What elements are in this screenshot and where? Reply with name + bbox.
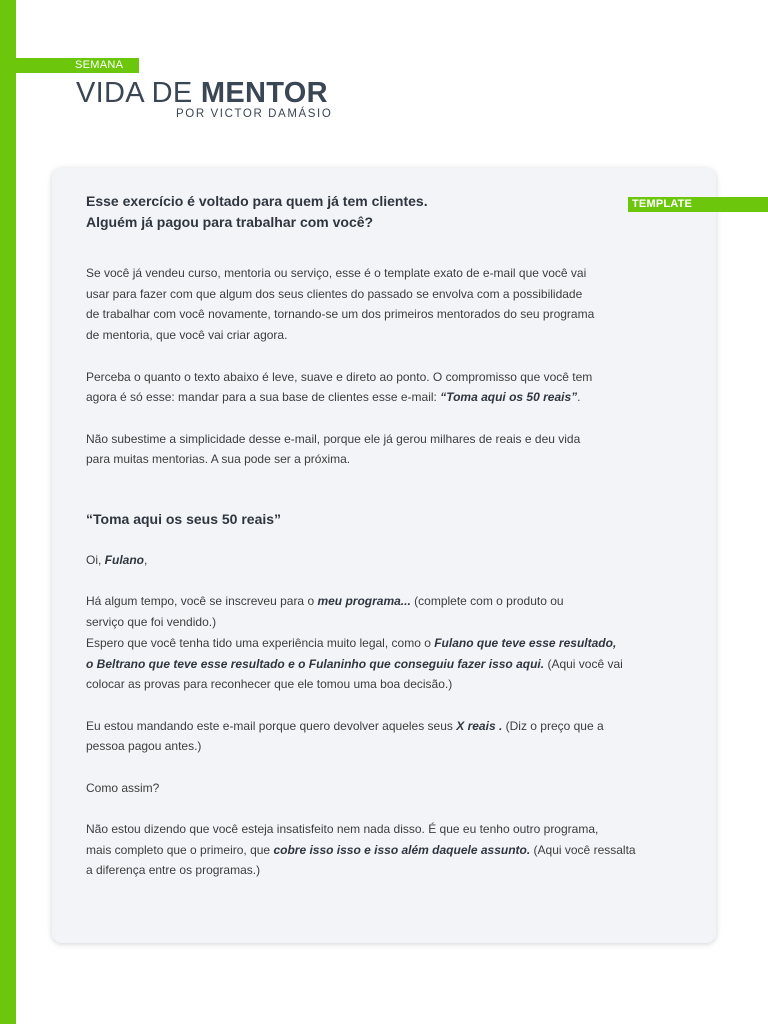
template-tag: TEMPLATE — [628, 197, 768, 212]
semana-tag: SEMANA — [16, 58, 139, 73]
email-line: Como assim? — [86, 780, 160, 795]
text-run: (Diz o preço que a — [502, 718, 604, 733]
emphasis-text: Fulano — [104, 553, 144, 567]
email-line — [86, 654, 686, 675]
email-title: “Toma aqui os seus 50 reais” — [86, 511, 282, 527]
emphasis-text: o Beltrano que teve esse resultado e o Fulaninho que conseguiu fazer isso aqui. — [86, 656, 545, 671]
text-run: Espero que você tenha tido uma experiência muito legal, como o — [86, 635, 435, 650]
intro-line: Se você já vendeu curso, mentoria ou serviço, esse é o template exato de e-mail que você vai — [86, 266, 587, 280]
heading-line: Alguém já pagou para trabalhar com você? — [86, 214, 374, 230]
card-content — [86, 191, 686, 881]
text-run: . — [577, 390, 581, 405]
email-line — [86, 716, 686, 737]
emphasis-text: X reais . — [456, 718, 503, 733]
emphasis-text: “Toma aqui os 50 reais” — [440, 390, 578, 405]
emphasis-text: meu programa... — [317, 594, 411, 609]
title-bold: MENTOR — [200, 77, 328, 109]
text-run: mais completo que o primeiro, que — [86, 842, 274, 857]
email-line — [86, 591, 686, 612]
intro-line: Perceba o quanto o texto abaixo é leve, suave e direto ao ponto. O compromisso que você tem — [86, 369, 593, 384]
intro-line: para muitas mentorias. A sua pode ser a próxima. — [86, 452, 351, 467]
text-run: (Aqui você vai — [544, 656, 623, 671]
text-run: Eu estou mandando este e-mail porque quero devolver aqueles seus — [86, 718, 457, 733]
email-line — [86, 840, 686, 861]
page-title — [76, 76, 328, 110]
text-run: Oi, — [86, 553, 105, 567]
emphasis-text: cobre isso isso e isso além daquele assunto. — [273, 842, 531, 857]
email-line: colocar as provas para reconhecer que ele tomou uma boa decisão.) — [86, 677, 453, 692]
intro-line: usar para fazer com que algum dos seus clientes do passado se envolva com a possibilidade — [86, 286, 583, 301]
intro-line: de mentoria, que você vai criar agora. — [86, 328, 288, 343]
emphasis-text: Fulano que teve esse resultado, — [434, 635, 617, 650]
email-line: serviço que foi vendido.) — [86, 615, 217, 630]
card-heading — [86, 191, 686, 233]
email-line: pessoa pagou antes.) — [86, 739, 202, 754]
heading-line: Esse exercício é voltado para quem já tem clientes. — [86, 193, 428, 209]
intro-line — [86, 387, 686, 408]
email-line: Não estou dizendo que você esteja insatisfeito nem nada disso. É que eu tenho outro programa, — [86, 822, 599, 837]
title-light: VIDA DE — [76, 77, 201, 109]
text-run: Há algum tempo, você se inscreveu para o — [86, 594, 318, 609]
byline: POR VICTOR DAMÁSIO — [176, 108, 333, 120]
text-run: (complete com o produto ou — [410, 594, 564, 609]
text-run: agora é só esse: mandar para a sua base de clientes esse e-mail: — [86, 390, 441, 405]
left-accent-bar — [0, 0, 16, 1024]
intro-line: de trabalhar com você novamente, tornando-se um dos primeiros mentorados do seu programa — [86, 307, 595, 322]
email-line — [86, 633, 686, 654]
intro-line: Não subestime a simplicidade desse e-mail, porque ele já gerou milhares de reais e deu vida — [86, 431, 581, 446]
email-line: a diferença entre os programas.) — [86, 863, 261, 878]
text-run: (Aqui você ressalta — [530, 842, 636, 857]
text-run: , — [144, 553, 148, 567]
email-greeting — [86, 550, 686, 571]
